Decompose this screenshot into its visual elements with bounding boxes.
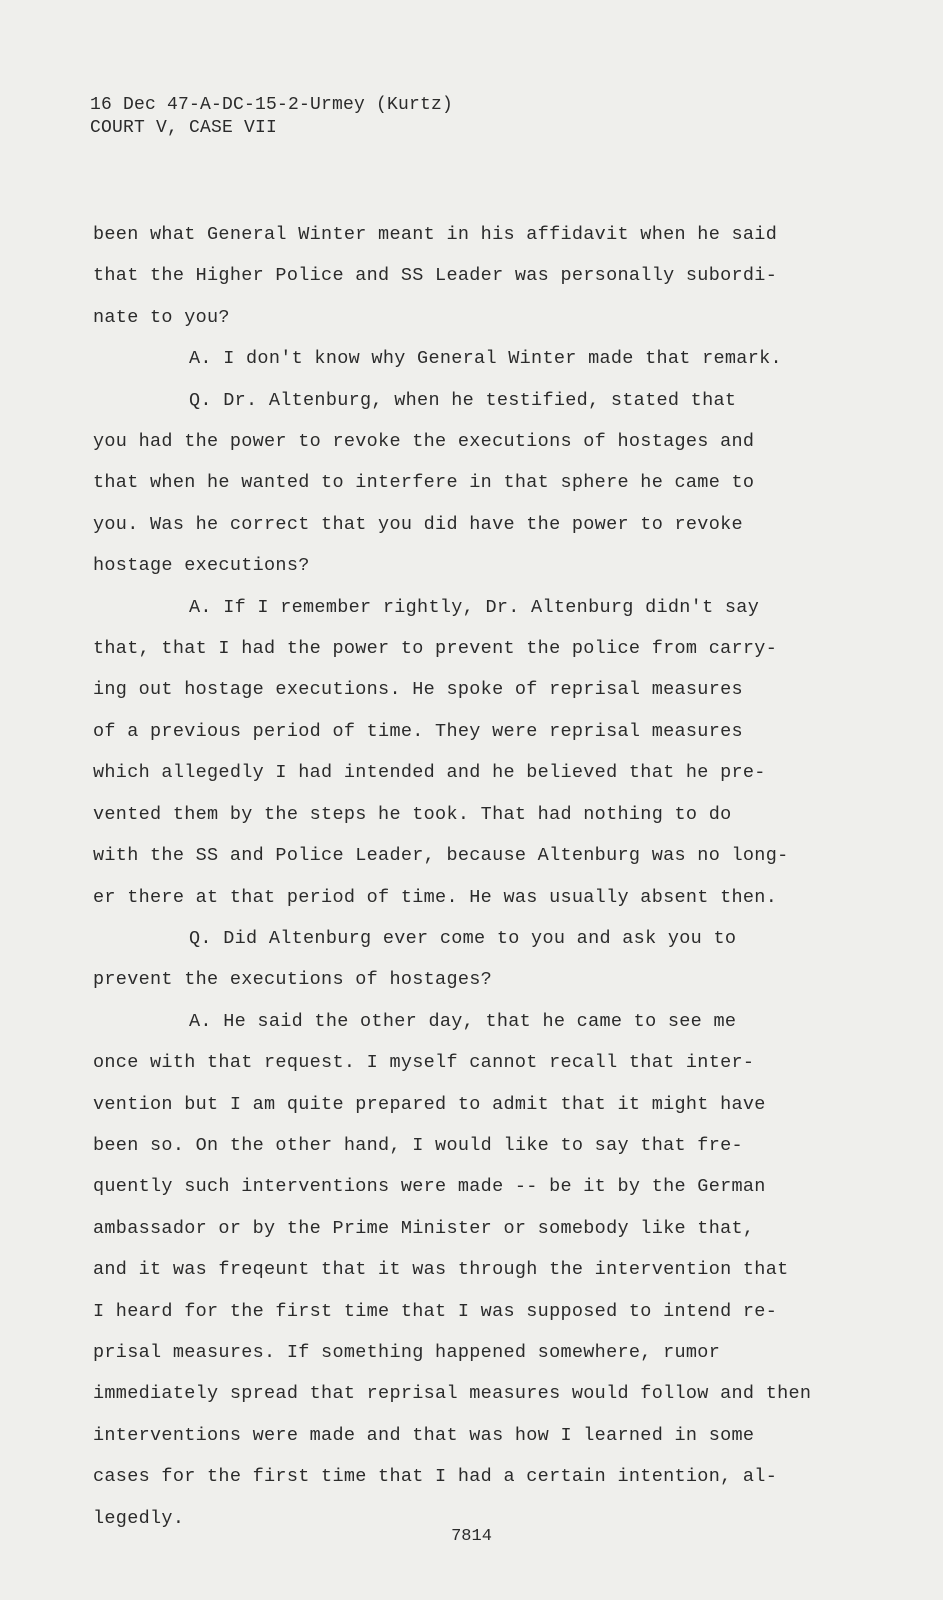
transcript-line: been so. On the other hand, I would like to say that fre- xyxy=(93,1134,743,1156)
transcript-line: er there at that period of time. He was usually absent then. xyxy=(93,886,778,908)
transcript-line: been what General Winter meant in his affidavit when he said xyxy=(93,224,778,245)
transcript-line: of a previous period of time. They were reprisal measures xyxy=(93,720,743,742)
transcript-line: ambassador or by the Prime Minister or somebody like that, xyxy=(93,1217,755,1239)
transcript-line: vented them by the steps he took. That had nothing to do xyxy=(93,803,732,825)
transcript-line: you had the power to revoke the executions of hostages and xyxy=(93,431,755,453)
page-number: 7814 xyxy=(451,1527,492,1546)
transcript-line: once with that request. I myself cannot recall that inter- xyxy=(93,1052,755,1074)
transcript-line: Q. Did Altenburg ever come to you and ask you to xyxy=(189,927,737,949)
transcript-line: legedly. xyxy=(93,1507,185,1529)
transcript-body xyxy=(93,214,883,1539)
transcript-line: I heard for the first time that I was supposed to intend re- xyxy=(93,1300,778,1322)
transcript-line: vention but I am quite prepared to admit that it might have xyxy=(93,1093,766,1115)
transcript-line: A. I don't know why General Winter made that remark. xyxy=(189,348,782,370)
transcript-line: prisal measures. If something happened somewhere, rumor xyxy=(93,1341,721,1363)
transcript-line: hostage executions? xyxy=(93,555,310,577)
transcript-line: nate to you? xyxy=(93,306,230,328)
transcript-line: prevent the executions of hostages? xyxy=(93,969,493,991)
transcript-line: and it was freqeunt that it was through the intervention that xyxy=(93,1259,789,1281)
transcript-line: that when he wanted to interfere in that sphere he came to xyxy=(93,472,755,494)
document-header xyxy=(90,94,453,140)
transcript-line: quently such interventions were made -- be it by the German xyxy=(93,1176,766,1198)
transcript-line: you. Was he correct that you did have the power to revoke xyxy=(93,513,743,535)
transcript-line: that, that I had the power to prevent the police from carry- xyxy=(93,638,778,660)
header-case-reference: 16 Dec 47-A-DC-15-2-Urmey (Kurtz) xyxy=(90,95,454,115)
transcript-line: Q. Dr. Altenburg, when he testified, stated that xyxy=(189,389,737,411)
header-court-case: COURT V, CASE VII xyxy=(90,118,278,138)
transcript-line: ing out hostage executions. He spoke of reprisal measures xyxy=(93,679,743,701)
transcript-line: which allegedly I had intended and he believed that he pre- xyxy=(93,762,766,784)
transcript-line: A. If I remember rightly, Dr. Altenburg didn't say xyxy=(189,596,760,618)
transcript-line: with the SS and Police Leader, because Altenburg was no long- xyxy=(93,845,789,867)
transcript-line: cases for the first time that I had a certain intention, al- xyxy=(93,1466,778,1488)
transcript-line: interventions were made and that was how I learned in some xyxy=(93,1424,755,1446)
transcript-line: immediately spread that reprisal measures would follow and then xyxy=(93,1383,812,1405)
transcript-line: that the Higher Police and SS Leader was personally subordi- xyxy=(93,265,778,287)
transcript-line: A. He said the other day, that he came to see me xyxy=(189,1010,737,1032)
